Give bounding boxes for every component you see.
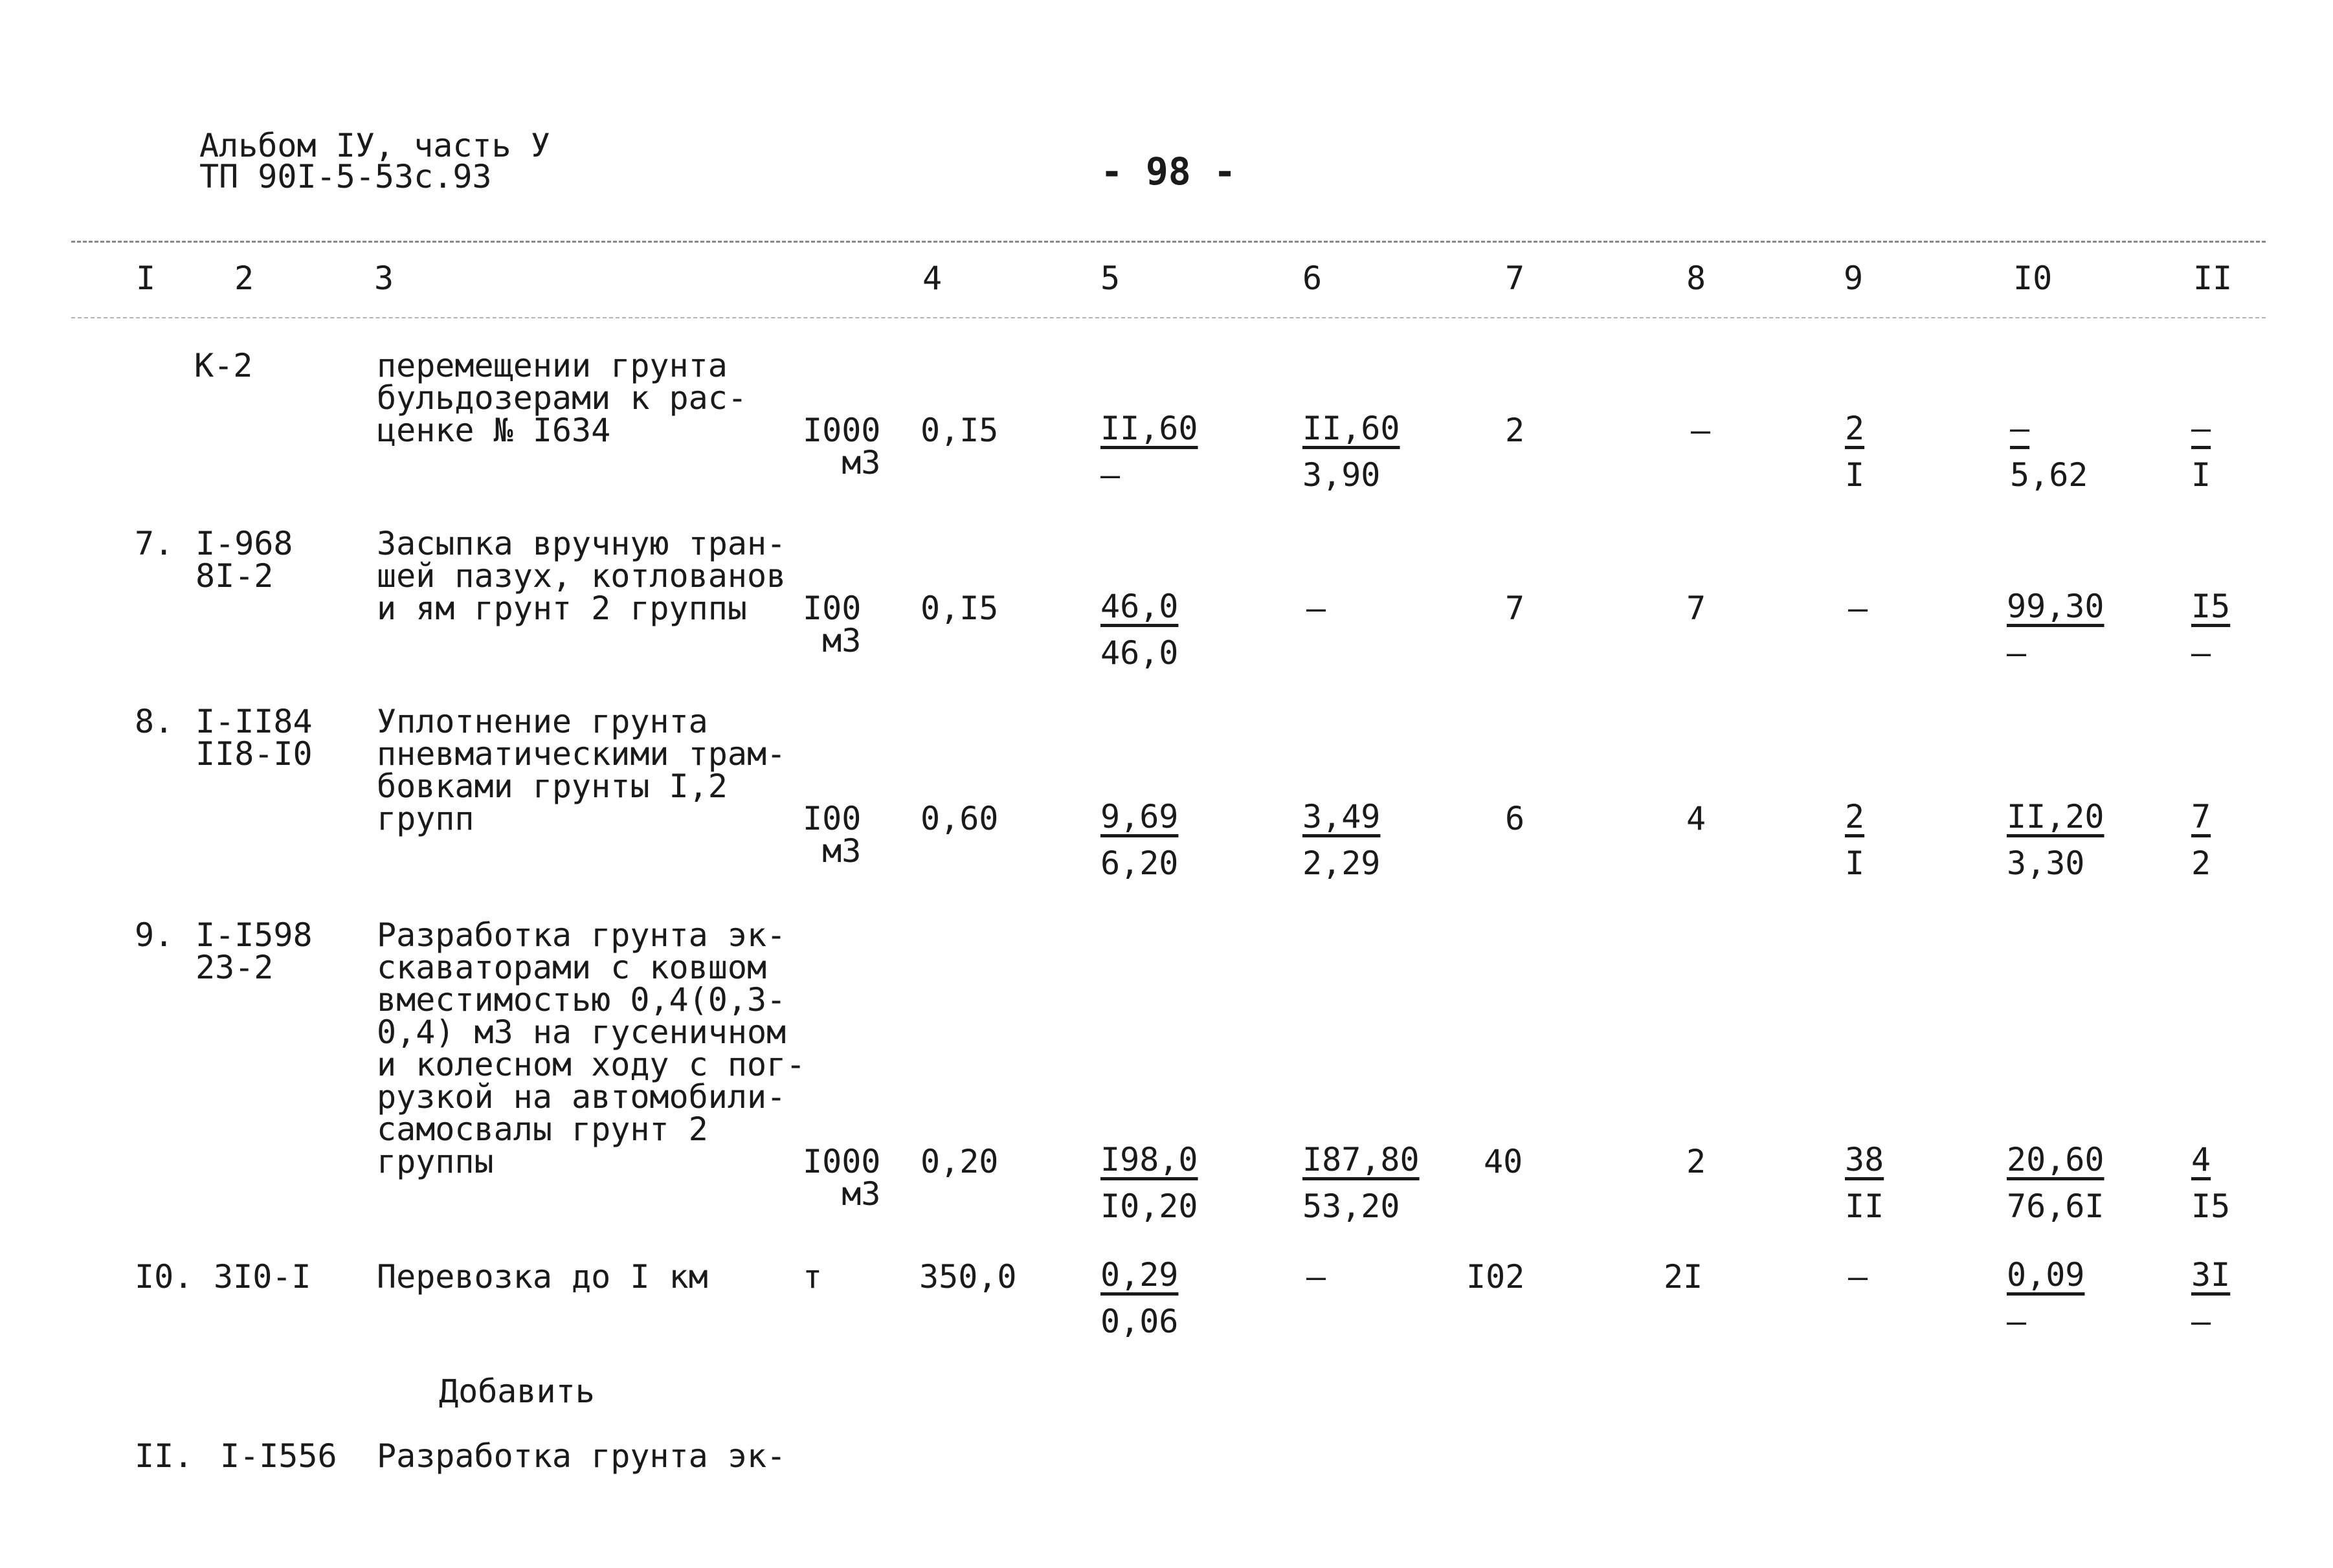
col-header-9: 9 xyxy=(1844,259,1864,297)
col11-bottom: 2 xyxy=(2191,845,2211,882)
col-header-5: 5 xyxy=(1100,259,1121,297)
col10-top: – xyxy=(2010,410,2030,447)
col11-bottom: – xyxy=(2191,1303,2211,1340)
col5-top: 0,29 xyxy=(1100,1256,1179,1294)
col10-top: 99,30 xyxy=(2007,588,2104,625)
col6-top: 3,49 xyxy=(1302,798,1381,835)
col10-top: 20,60 xyxy=(2007,1141,2104,1178)
row-col10 xyxy=(2007,586,2123,679)
col9-bottom: I xyxy=(1845,456,1865,494)
row-unit: т xyxy=(803,1258,823,1296)
row-code-sub: 8I-2 xyxy=(195,557,274,595)
col6-top: II,60 xyxy=(1302,410,1400,447)
page-number: - 98 - xyxy=(1100,149,1236,193)
col11-bottom: I5 xyxy=(2191,1187,2231,1225)
col5-bottom: 6,20 xyxy=(1100,845,1179,882)
row-description: Уплотнение грунта пневматическими трам- бовками грунты I,2 групп xyxy=(377,703,787,837)
row-col10 xyxy=(2007,1254,2123,1347)
row-number: 7. xyxy=(135,525,174,562)
col11-top: 7 xyxy=(2191,798,2211,835)
row-col6: – xyxy=(1306,590,1326,627)
col6-bottom: 53,20 xyxy=(1302,1187,1400,1225)
row-quantity: 0,I5 xyxy=(921,412,999,449)
col-header-10: I0 xyxy=(2013,259,2053,297)
col5-top: II,60 xyxy=(1100,410,1198,447)
row-col7: 6 xyxy=(1505,800,1525,837)
row-col9: – xyxy=(1848,590,1868,627)
row-col7: 40 xyxy=(1484,1143,1523,1180)
col-header-1: I xyxy=(136,259,156,297)
row-col9 xyxy=(1845,1139,1961,1232)
col10-top: 0,09 xyxy=(2007,1256,2085,1294)
row-code: К-2 xyxy=(194,347,253,384)
col11-top: I5 xyxy=(2191,588,2231,625)
row-number: 9. xyxy=(135,916,174,954)
col-header-6: 6 xyxy=(1302,259,1323,297)
row-description: Разработка грунта эк- xyxy=(377,1437,787,1475)
col-header-7: 7 xyxy=(1505,259,1525,297)
row-col6: – xyxy=(1306,1258,1326,1296)
header-rule-bottom xyxy=(71,317,2266,318)
row-number: I0. xyxy=(135,1258,194,1296)
row-col6 xyxy=(1302,796,1419,889)
row-col5 xyxy=(1100,1254,1217,1347)
col-header-11: II xyxy=(2193,259,2233,297)
row-col9: – xyxy=(1848,1258,1868,1296)
col9-bottom: I xyxy=(1845,845,1865,882)
row-description: Разработка грунта эк- скаваторами с ковшом вместимостью 0,4(0,3- 0,4) м3 на гусеничном и колесном ходу с пог- рузкой на автомобили- самосвалы грунт 2 группы xyxy=(377,916,806,1180)
row-col11 xyxy=(2191,796,2308,889)
row-description: перемещении грунта бульдозерами к рас- ценке № I634 xyxy=(377,347,747,449)
col11-top: – xyxy=(2191,410,2211,447)
row-col10 xyxy=(2010,408,2126,501)
row-code: 3I0-I xyxy=(214,1258,311,1296)
row-col10 xyxy=(2007,796,2123,889)
project-code: ТП 90I-5-53с.93 xyxy=(199,158,492,195)
row-quantity: 0,20 xyxy=(921,1143,999,1180)
row-col8: 2I xyxy=(1664,1258,1703,1296)
row-quantity: 350,0 xyxy=(919,1258,1017,1296)
row-col10 xyxy=(2007,1139,2123,1232)
col-header-4: 4 xyxy=(922,259,943,297)
row-code: I-968 xyxy=(195,525,293,562)
col5-bottom: I0,20 xyxy=(1100,1187,1198,1225)
row-code: I-I556 xyxy=(220,1437,337,1475)
row-quantity: 0,I5 xyxy=(921,590,999,627)
col9-top: 2 xyxy=(1845,798,1865,835)
col11-bottom: I xyxy=(2191,456,2211,494)
row-unit: I000 м3 xyxy=(803,1143,881,1213)
row-col8: – xyxy=(1691,412,1711,449)
col11-top: 4 xyxy=(2191,1141,2211,1178)
row-code: I-II84 xyxy=(195,703,313,740)
col10-bottom: 3,30 xyxy=(2007,845,2085,882)
row-number: 8. xyxy=(135,703,174,740)
row-col11 xyxy=(2191,408,2308,501)
col6-top: I87,80 xyxy=(1302,1141,1420,1178)
row-col7: 2 xyxy=(1505,412,1525,449)
col6-bottom: 3,90 xyxy=(1302,456,1381,494)
row-code-sub: II8-I0 xyxy=(195,735,313,773)
row-col5 xyxy=(1100,408,1217,501)
row-unit: I00 м3 xyxy=(803,590,862,659)
row-code-sub: 23-2 xyxy=(195,949,274,986)
col6-bottom: 2,29 xyxy=(1302,845,1381,882)
row-number: II. xyxy=(135,1437,194,1475)
album-label: Альбом IУ, часть У xyxy=(199,127,550,164)
col-header-2: 2 xyxy=(234,259,254,297)
row-col5 xyxy=(1100,796,1217,889)
col5-top: I98,0 xyxy=(1100,1141,1198,1178)
col11-bottom: – xyxy=(2191,634,2211,672)
row-col6 xyxy=(1302,408,1419,501)
col9-top: 2 xyxy=(1845,410,1865,447)
col10-bottom: – xyxy=(2007,1303,2027,1340)
row-col8: 2 xyxy=(1686,1143,1706,1180)
row-col5 xyxy=(1100,586,1217,679)
row-col11 xyxy=(2191,586,2308,679)
col10-top: II,20 xyxy=(2007,798,2104,835)
row-col8: 4 xyxy=(1686,800,1706,837)
col-header-8: 8 xyxy=(1686,259,1706,297)
add-section-label: Добавить xyxy=(439,1373,595,1410)
col9-top: 38 xyxy=(1845,1141,1884,1178)
row-col8: 7 xyxy=(1686,590,1706,627)
col5-top: 46,0 xyxy=(1100,588,1179,625)
row-col9 xyxy=(1845,796,1961,889)
col5-bottom: – xyxy=(1100,456,1121,494)
col11-top: 3I xyxy=(2191,1256,2231,1294)
col5-bottom: 46,0 xyxy=(1100,634,1179,672)
row-unit: I00 м3 xyxy=(803,800,862,870)
header-rule-top xyxy=(71,241,2266,243)
row-quantity: 0,60 xyxy=(921,800,999,837)
col10-bottom: 5,62 xyxy=(2010,456,2088,494)
row-col6 xyxy=(1302,1139,1419,1232)
row-col7: 7 xyxy=(1505,590,1525,627)
row-col7: I02 xyxy=(1466,1258,1525,1296)
row-description: Перевозка до I км xyxy=(377,1258,708,1296)
col5-top: 9,69 xyxy=(1100,798,1179,835)
row-unit: I000 м3 xyxy=(803,412,881,481)
col9-bottom: II xyxy=(1845,1187,1884,1225)
row-description: Засыпка вручную тран- шей пазух, котлованов и ям грунт 2 группы xyxy=(377,525,787,627)
row-code: I-I598 xyxy=(195,916,313,954)
row-col11 xyxy=(2191,1139,2308,1232)
row-col11 xyxy=(2191,1254,2308,1347)
col10-bottom: – xyxy=(2007,634,2027,672)
row-col9 xyxy=(1845,408,1961,501)
col-header-3: 3 xyxy=(374,259,394,297)
col10-bottom: 76,6I xyxy=(2007,1187,2104,1225)
col5-bottom: 0,06 xyxy=(1100,1303,1179,1340)
row-col5 xyxy=(1100,1139,1217,1232)
